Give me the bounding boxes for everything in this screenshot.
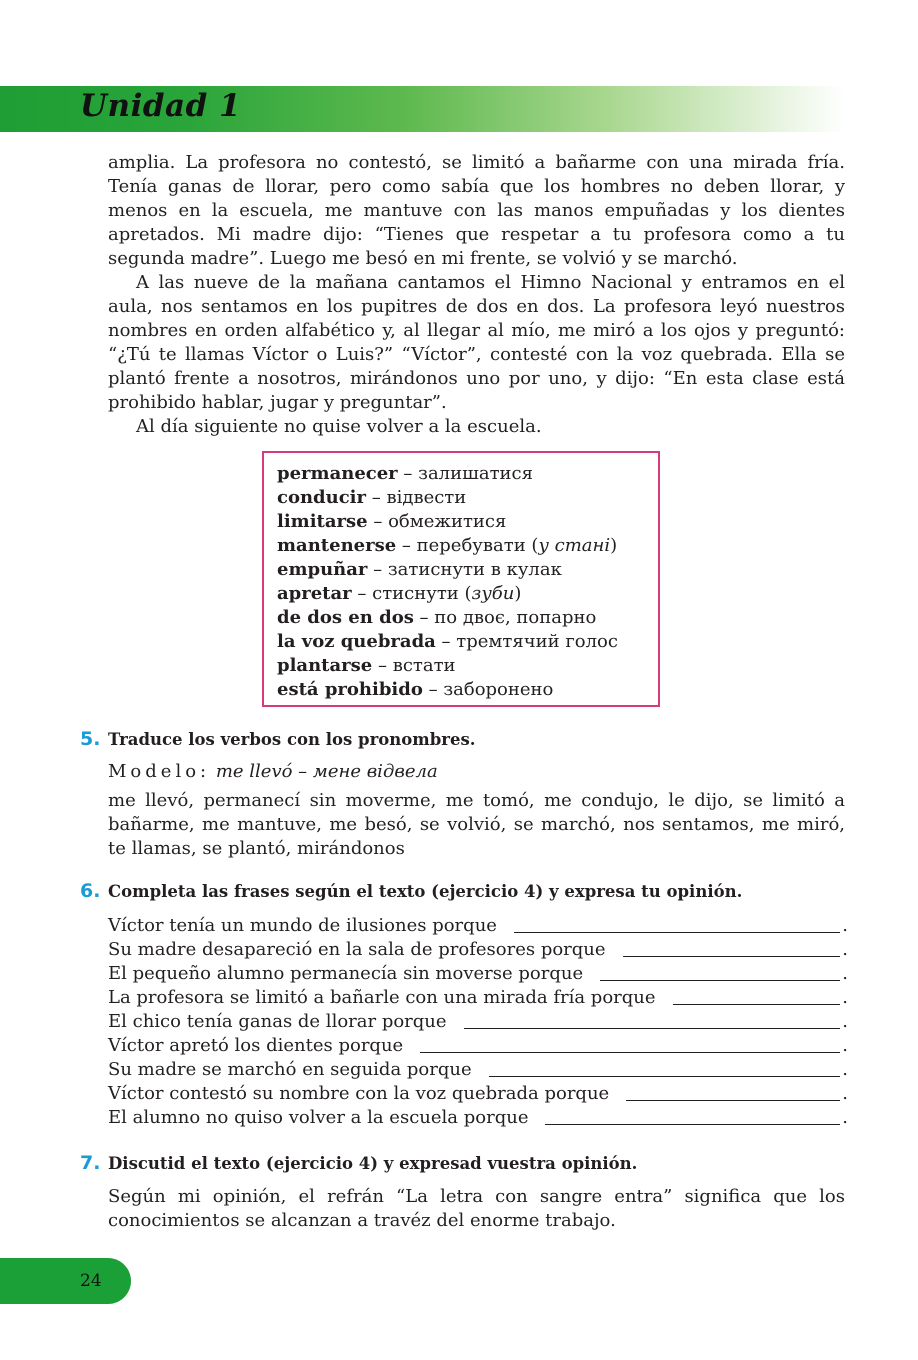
sentence-text: Su madre se marchó en seguida porque: [108, 1059, 475, 1080]
fill-in-sentence: [108, 1082, 848, 1106]
sentence-end-mark: .: [842, 1107, 848, 1128]
answer-blank[interactable]: [420, 1052, 840, 1053]
sentence-text: Víctor apretó los dientes porque: [108, 1035, 406, 1056]
vocab-item: la voz quebrada – тремтячий голос: [277, 631, 618, 652]
sentence-text: El alumno no quiso volver a la escuela porque: [108, 1107, 531, 1128]
vocab-item: mantenerse – перебувати (у стані): [277, 535, 618, 556]
exercise-6-number: 6.: [80, 880, 101, 902]
story-paragraph-2: A las nueve de la mañana cantamos el Himno Nacional y entramos en el aula, nos sentamos en los pupitres de dos en dos. La profesora leyó nuestros nombres en orden alfabético y, al llegar al mío, me miró a los ojos y preguntó: “¿Tú te llamas Víctor o Luis?” “Víctor”, contesté con la voz quebrada. Ella se plantó frente a nosotros, mirándonos uno por uno, y dijo: “En esta clase está prohibido hablar, jugar y preguntar”.: [108, 272, 845, 413]
vocab-translation: перебувати: [416, 535, 526, 556]
vocab-translation: залишатися: [418, 463, 533, 484]
exercise-7-number: 7.: [80, 1152, 101, 1174]
vocab-item: limitarse – обмежитися: [277, 511, 507, 532]
sentence-text: El chico tenía ganas de llorar porque: [108, 1011, 450, 1032]
vocab-item: conducir – відвести: [277, 487, 467, 508]
vocab-term: está prohibido: [277, 679, 423, 700]
sentence-end-mark: .: [842, 1059, 848, 1080]
fill-in-sentence: [108, 986, 848, 1010]
vocab-term: apretar: [277, 583, 352, 604]
answer-blank[interactable]: [600, 980, 840, 981]
fill-in-sentence: [108, 962, 848, 986]
page-number: 24: [80, 1271, 102, 1291]
exercise-7-answer: Según mi opinión, el refrán “La letra con sangre entra” significa que los conocimientos se alcanzan a travéz del enorme trabajo.: [108, 1186, 845, 1231]
sentence-end-mark: .: [842, 939, 848, 960]
answer-blank[interactable]: [489, 1076, 840, 1077]
model-label: Modelo:: [108, 761, 211, 782]
vocab-item: apretar – стиснути (зуби): [277, 583, 522, 604]
exercise-5-verbs: me llevó, permanecí sin moverme, me tomó, me condujo, le dijo, se limitó a bañarme, me mantuve, me besó, se volvió, se marchó, nos sentamos, me miró, te llamas, se plantó, mirándonos: [108, 790, 845, 859]
vocab-item: de dos en dos – по двоє, попарно: [277, 607, 597, 628]
vocab-translation: затиснути в кулак: [387, 559, 562, 580]
story-paragraph-3: Al día siguiente no quise volver a la escuela.: [136, 416, 542, 437]
unit-title: Unidad 1: [80, 88, 242, 124]
vocab-translation: по двоє, попарно: [434, 607, 597, 628]
vocab-note: зуби: [471, 583, 515, 604]
vocab-translation: заборонено: [443, 679, 554, 700]
vocab-translation: обмежитися: [388, 511, 507, 532]
exercise-6-title: Completa las frases según el texto (ejercicio 4) y expresa tu opinión.: [108, 882, 743, 901]
sentence-end-mark: .: [842, 1083, 848, 1104]
exercise-5-model: [108, 760, 438, 784]
vocab-term: la voz quebrada: [277, 631, 436, 652]
exercise-7-text: [108, 1185, 845, 1233]
vocab-term: permanecer: [277, 463, 398, 484]
vocab-translation: тремтячий голос: [456, 631, 618, 652]
vocabulary-box: [262, 451, 660, 707]
vocab-item: permanecer – залишатися: [277, 463, 533, 484]
vocab-translation: стиснути: [372, 583, 459, 604]
exercise-5-number: 5.: [80, 728, 101, 750]
sentence-end-mark: .: [842, 1035, 848, 1056]
sentence-text: La profesora se limitó a bañarle con una mirada fría porque: [108, 987, 659, 1008]
answer-blank[interactable]: [673, 1004, 840, 1005]
model-example: me llevó – мене відвела: [215, 761, 438, 782]
page-number-tab: [0, 1258, 131, 1304]
answer-blank[interactable]: [545, 1124, 840, 1125]
vocab-item: plantarse – встати: [277, 655, 456, 676]
fill-in-sentence: [108, 1106, 848, 1130]
sentence-end-mark: .: [842, 1011, 848, 1032]
answer-blank[interactable]: [623, 956, 840, 957]
sentence-end-mark: .: [842, 915, 848, 936]
vocab-term: empuñar: [277, 559, 368, 580]
vocab-term: conducir: [277, 487, 367, 508]
vocab-term: mantenerse: [277, 535, 397, 556]
fill-in-sentence: [108, 1034, 848, 1058]
vocab-item: está prohibido – заборонено: [277, 679, 554, 700]
sentence-text: Víctor tenía un mundo de ilusiones porque: [108, 915, 500, 936]
fill-in-sentence: [108, 914, 848, 938]
exercise-6-sentences: [108, 914, 848, 1130]
vocab-term: limitarse: [277, 511, 368, 532]
answer-blank[interactable]: [464, 1028, 840, 1029]
answer-blank[interactable]: [514, 932, 840, 933]
sentence-end-mark: .: [842, 987, 848, 1008]
vocab-translation: встати: [392, 655, 456, 676]
vocab-note: у стані: [538, 535, 611, 556]
story-text: [108, 151, 845, 439]
fill-in-sentence: [108, 938, 848, 962]
fill-in-sentence: [108, 1058, 848, 1082]
story-paragraph-1: amplia. La profesora no contestó, se limitó a bañarme con una mirada fría. Tenía ganas de llorar, pero como sabía que los hombres no deben llorar, y menos en la escuela, me mantuve con las manos empuñadas y los dientes apretados. Mi madre dijo: “Tienes que respetar a tu profesora como a tu segunda madre”. Luego me besó en mi frente, se volvió y se marchó.: [108, 152, 845, 269]
vocab-term: de dos en dos: [277, 607, 414, 628]
vocab-translation: відвести: [386, 487, 467, 508]
answer-blank[interactable]: [626, 1100, 840, 1101]
vocab-item: empuñar – затиснути в кулак: [277, 559, 562, 580]
exercise-5-text: [108, 789, 845, 861]
vocab-term: plantarse: [277, 655, 373, 676]
sentence-text: Víctor contestó su nombre con la voz quebrada porque: [108, 1083, 612, 1104]
exercise-5-title: Traduce los verbos con los pronombres.: [108, 730, 476, 749]
sentence-end-mark: .: [842, 963, 848, 984]
fill-in-sentence: [108, 1010, 848, 1034]
sentence-text: Su madre desapareció en la sala de profesores porque: [108, 939, 609, 960]
sentence-text: El pequeño alumno permanecía sin moverse porque: [108, 963, 586, 984]
exercise-7-title: Discutid el texto (ejercicio 4) y expresad vuestra opinión.: [108, 1154, 638, 1173]
